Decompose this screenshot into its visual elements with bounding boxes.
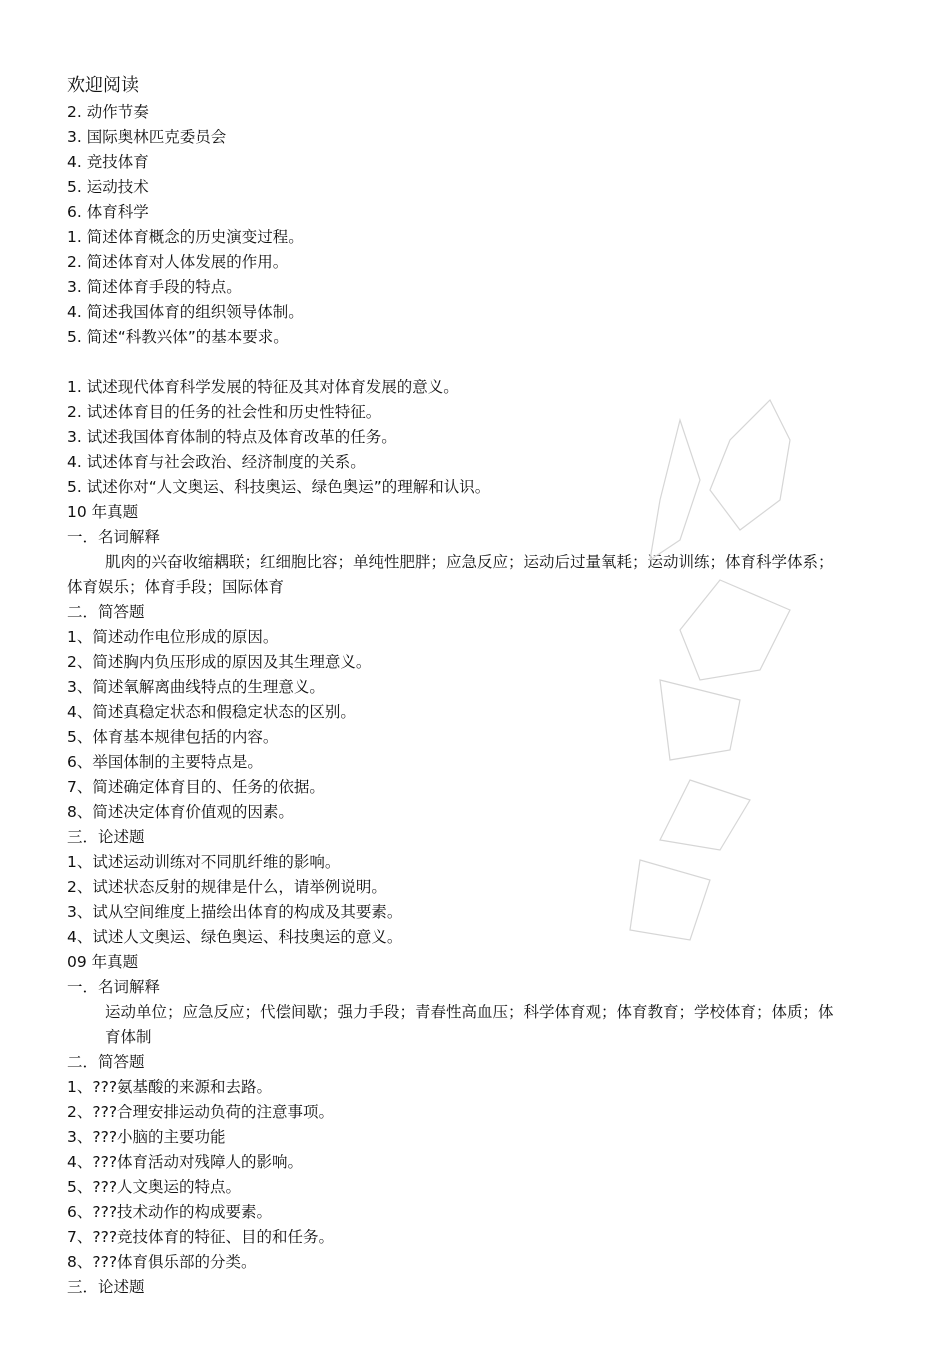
list-item: 5. 运动技术 [67, 178, 149, 196]
group-a [67, 100, 842, 350]
list-item: 4、???体育活动对残障人的影响。 [67, 1153, 304, 1171]
list-item: 4. 试述体育与社会政治、经济制度的关系。 [67, 453, 366, 471]
list-item: 6、???技术动作的构成要素。 [67, 1203, 273, 1221]
subsection-title: 二．简答题 [67, 1053, 145, 1071]
terms-paragraph: 运动单位；应急反应；代偿间歇；强力手段；青春性高血压；科学体育观；体育教育；学校体育；体质；体育体制 [105, 1003, 834, 1046]
list-item: 8、???体育俱乐部的分类。 [67, 1253, 257, 1271]
list-item: 7、简述确定体育目的、任务的依据。 [67, 778, 325, 796]
document-page [67, 74, 842, 1300]
terms-paragraph: 肌肉的兴奋收缩耦联；红细胞比容；单纯性肥胖；应急反应；运动后过量氧耗；运动训练；体育科学体系；体育娱乐；体育手段；国际体育 [67, 553, 834, 596]
list-item: 6. 体育科学 [67, 203, 149, 221]
year-2009-section [67, 950, 842, 1300]
subsection-title: 一．名词解释 [67, 978, 161, 996]
list-item: 1、???氨基酸的来源和去路。 [67, 1078, 273, 1096]
list-item: 4. 竞技体育 [67, 153, 149, 171]
list-item: 2. 简述体育对人体发展的作用。 [67, 253, 289, 271]
subsection-title: 一．名词解释 [67, 528, 161, 546]
list-item: 2. 动作节奏 [67, 103, 149, 121]
list-item: 5. 试述你对“人文奥运、科技奥运、绿色奥运”的理解和认识。 [67, 478, 491, 496]
list-item: 3. 试述我国体育体制的特点及体育改革的任务。 [67, 428, 397, 446]
list-item: 5. 简述“科教兴体”的基本要求。 [67, 328, 289, 346]
blank-line [67, 350, 842, 375]
subsection-title: 二．简答题 [67, 603, 145, 621]
list-item: 2. 试述体育目的任务的社会性和历史性特征。 [67, 403, 382, 421]
subsection-title: 三．论述题 [67, 1278, 145, 1296]
list-item: 1、试述运动训练对不同肌纤维的影响。 [67, 853, 341, 871]
list-item: 5、体育基本规律包括的内容。 [67, 728, 279, 746]
page-heading: 欢迎阅读 [67, 75, 139, 96]
list-item: 3. 国际奥林匹克委员会 [67, 128, 227, 146]
section-title: 10 年真题 [67, 503, 139, 521]
list-item: 1、简述动作电位形成的原因。 [67, 628, 279, 646]
list-item: 4. 简述我国体育的组织领导体制。 [67, 303, 304, 321]
list-item: 1. 试述现代体育科学发展的特征及其对体育发展的意义。 [67, 378, 459, 396]
list-item: 5、???人文奥运的特点。 [67, 1178, 242, 1196]
list-item: 8、简述决定体育价值观的因素。 [67, 803, 294, 821]
subsection-title: 三．论述题 [67, 828, 145, 846]
list-item: 3、???小脑的主要功能 [67, 1128, 226, 1146]
list-item: 7、???竞技体育的特征、目的和任务。 [67, 1228, 335, 1246]
list-item: 2、???合理安排运动负荷的注意事项。 [67, 1103, 335, 1121]
list-item: 1. 简述体育概念的历史演变过程。 [67, 228, 304, 246]
list-item: 4、简述真稳定状态和假稳定状态的区别。 [67, 703, 356, 721]
list-item: 4、试述人文奥运、绿色奥运、科技奥运的意义。 [67, 928, 403, 946]
group-b [67, 375, 842, 500]
list-item: 2、试述状态反射的规律是什么，请举例说明。 [67, 878, 387, 896]
list-item: 2、简述胸内负压形成的原因及其生理意义。 [67, 653, 372, 671]
year-2010-section [67, 500, 842, 950]
list-item: 3. 简述体育手段的特点。 [67, 278, 242, 296]
list-item: 3、简述氧解离曲线特点的生理意义。 [67, 678, 325, 696]
section-title: 09 年真题 [67, 953, 139, 971]
list-item: 6、举国体制的主要特点是。 [67, 753, 263, 771]
list-item: 3、试从空间维度上描绘出体育的构成及其要素。 [67, 903, 403, 921]
